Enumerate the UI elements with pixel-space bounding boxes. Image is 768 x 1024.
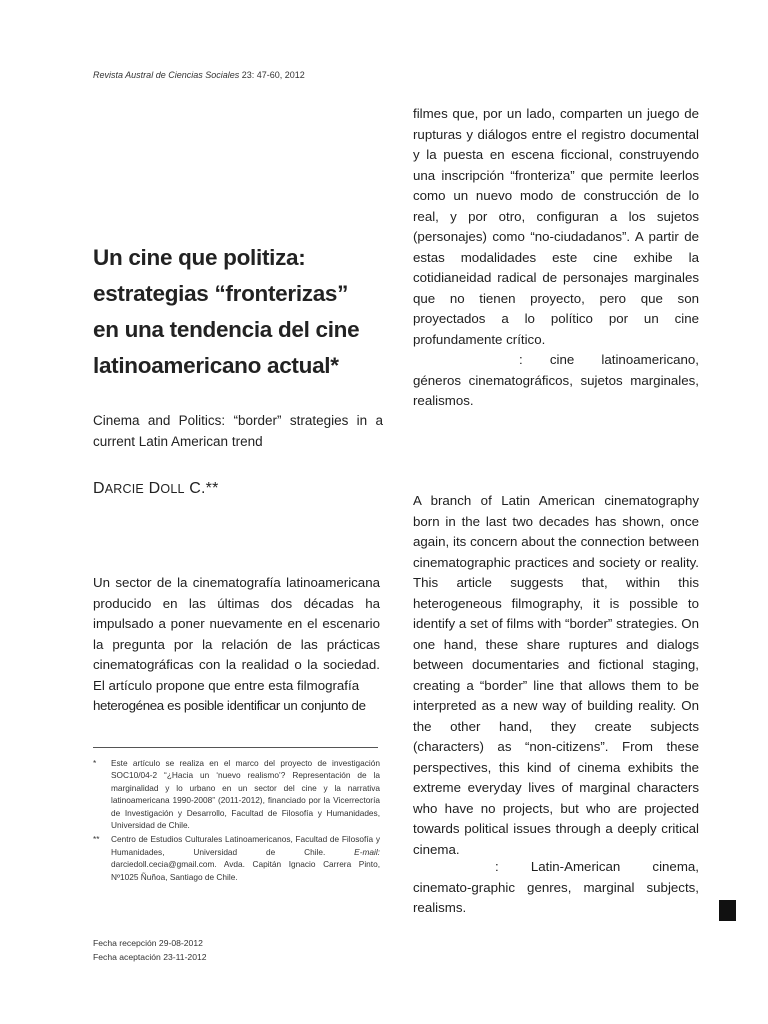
title-line: latinoamericano actual* [93,353,339,378]
author-name: DARCIE DOLL C.** [93,480,219,497]
footnote-mark: * [93,758,97,768]
article-title [93,240,393,384]
title-line: Un cine que politiza: [93,245,306,270]
title-line: estrategias “fronterizas” [93,281,349,306]
submission-dates [93,936,207,964]
keywords-english [413,857,699,919]
journal-citation [93,70,305,80]
title-line: en una tendencia del cine [93,317,360,342]
footnote [93,757,380,831]
abstract-spanish-continuation: filmes que, por un lado, comparten un juego de rupturas y diálogos entre el registro documental y la puesta en escena ficcional, construyendo una inscripción “fronteriza” que permite leerlos como un nuevo modo de construcción de lo real, y por otro, configuran a los sujetos (personajes) como “no-ciudadanos”. A partir de estas modalidades este cine exhibe la cotidianeidad radical de personajes marginales que no tienen proyecto, pero que son proyectados a lo político por un cine profundamente crítico. [413,106,699,347]
keywords-english-text: : Latin-American cinema, cinemato-graphic genres, marginal subjects, realisms. [413,859,699,915]
abstract-english: A branch of Latin American cinematography born in the last two decades has shown, once again, its concern about the connection between cinematographic practices and society or reality. This article suggests that, within this heterogeneous filmography, it is possible to identify a set of films with “border” strategies. On one hand, these share ruptures and dialogs between documentaries and fictional staging, creating a “border” line that allows them to be interpreted as a new way of building reality. On the other hand, they create subjects (characters) as “non-citizens”. From these perspectives, this kind of cinema exhibits the extreme everyday lives of marginal characters who have no projects, but who are projected towards political issues through a deeply critical cinema. [413,493,699,857]
footnote [93,833,380,883]
keywords-spanish [413,350,699,412]
footnote-divider [93,747,378,748]
abstract-spanish-last-line: heterogénea es posible identificar un conjunto de [93,698,366,713]
footnote-text: Centro de Estudios Culturales Latinoamericanos, Facultad de Filosofía y Humanidades, Universidad de Chile. [111,834,380,857]
footnote-text: darciedoll.cecia@gmail.com. Avda. Capitán Ignacio Carrera Pinto, Nº1025 Ñuñoa, Santiago de Chile. [111,859,380,882]
abstract-spanish [93,573,380,717]
journal-name: Revista Austral de Ciencias Sociales [93,70,240,80]
keywords-spanish-text: : cine latinoamericano, géneros cinematográficos, sujetos marginales, realismos. [413,352,699,408]
english-title: Cinema and Politics: “border” strategies in a current Latin American trend [93,413,383,449]
email-label: E-mail: [354,846,380,857]
date-accepted: Fecha aceptación 23-11-2012 [93,952,207,962]
footnotes [93,757,380,885]
footnote-mark: ** [93,834,100,845]
journal-volume-pages: 23: 47-60, 2012 [239,70,305,80]
footnote-text: Este artículo se realiza en el marco del proyecto de investigación SOC10/04-2 “¿Hacia un ‘nuevo realismo’? Representación de la marginalidad y lo urbano en un sector del cine y la narrativa latinoamericana 1990-2008” (2011-2012), financiado por la Vicerrectoría de Investigación y Desarrollo, Facultad de Filosofía y Humanidades, Universidad de Chile. [111,758,380,831]
date-received: Fecha recepción 29-08-2012 [93,938,203,948]
abstract-spanish-text: Un sector de la cinematografía latinoamericana producido en las últimas dos décadas ha impulsado a poner nuevamente en el escenario la pregunta por la relación de las prácticas cinematográficas con la realidad o la sociedad. El artículo propone que entre esta filmografía [93,575,380,693]
page-marker-block [719,900,736,921]
